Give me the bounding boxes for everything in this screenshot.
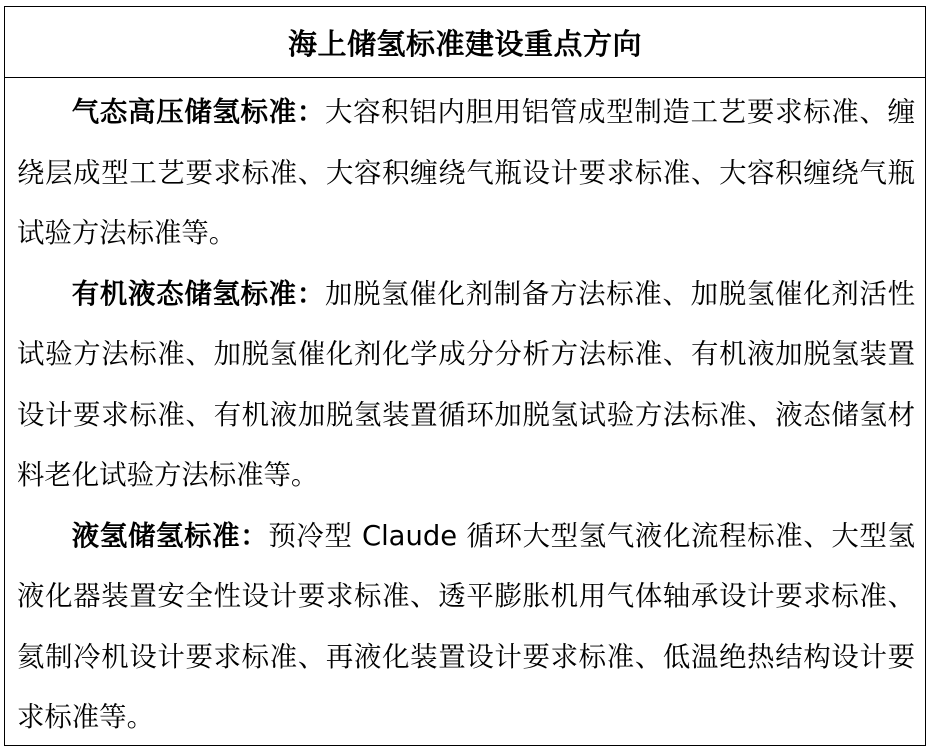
paragraph-gaseous-storage <box>17 83 915 265</box>
section-text: 加脱氢催化剂制备方法标准、加脱氢催化剂活性试验方法标准、加脱氢催化剂化学成分分析方法标准、有机液加脱氢装置设计要求标准、有机液加脱氢装置循环加脱氢试验方法标准、液态储氢材料老化试验方法标准等。 <box>17 278 915 491</box>
section-heading: 液氢储氢标准： <box>71 520 269 552</box>
section-heading: 有机液态储氢标准： <box>71 278 325 310</box>
content-area <box>5 78 925 749</box>
paragraph-liquid-hydrogen-storage <box>17 507 915 749</box>
page-title: 海上储氢标准建设重点方向 <box>287 26 642 61</box>
title-row <box>5 7 925 78</box>
paragraph-organic-liquid-storage <box>17 265 915 507</box>
section-heading: 气态高压储氢标准： <box>71 97 325 128</box>
section-text: 大容积铝内胆用铝管成型制造工艺要求标准、缠绕层成型工艺要求标准、大容积缠绕气瓶设计要求标准、大容积缠绕气瓶试验方法标准等。 <box>17 97 915 249</box>
standards-table <box>4 6 926 746</box>
section-text: 预冷型 Claude 循环大型氢气液化流程标准、大型氢液化器装置安全性设计要求标准、透平膨胀机用气体轴承设计要求标准、氦制冷机设计要求标准、再液化装置设计要求标准、低温绝热结构设计要求标准等。 <box>17 520 915 733</box>
